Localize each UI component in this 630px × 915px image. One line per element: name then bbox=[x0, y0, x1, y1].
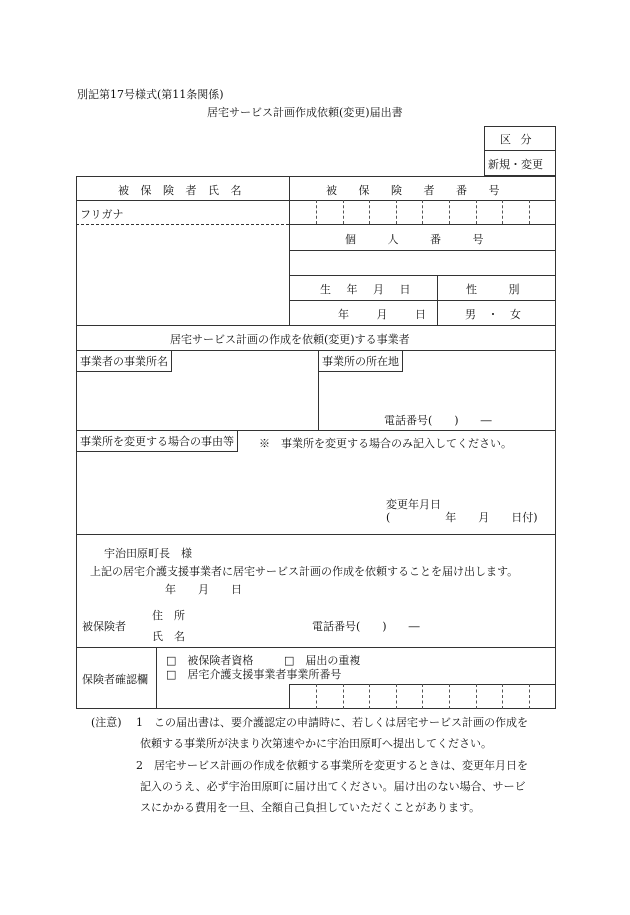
note-1-line-2: 依頼する事業所が決まり次第速やかに宇治田原町へ提出してください。 bbox=[140, 737, 492, 750]
classification-value[interactable]: 新規・変更 bbox=[488, 158, 543, 171]
form-number: 別記第17号様式(第11条関係) bbox=[77, 88, 224, 101]
check-duplicate[interactable]: □ 届出の重複 bbox=[284, 654, 361, 667]
insured-number-header: 被 保 険 者 番 号 bbox=[326, 184, 509, 197]
note-1-line-1: この届出書は、要介護認定の申請時に、若しくは居宅サービス計画の作成を bbox=[154, 716, 528, 729]
declaration-date[interactable]: 年 月 日 bbox=[165, 583, 242, 596]
form-title: 居宅サービス計画作成依頼(変更)届出書 bbox=[207, 106, 403, 119]
applicant-name-label: 氏 名 bbox=[152, 630, 185, 643]
change-date-value[interactable]: ( 年 月 日付) bbox=[386, 511, 538, 524]
insured-name-header: 被 保 険 者 氏 名 bbox=[118, 184, 246, 197]
notes-prefix: (注意) bbox=[91, 716, 122, 729]
applicant-address-label: 住 所 bbox=[152, 609, 185, 622]
furigana-label: フリガナ bbox=[80, 208, 124, 221]
note-1-number: 1 bbox=[136, 716, 143, 729]
office-name-label: 事業者の事業所名 bbox=[76, 350, 172, 372]
office-address-label: 事業所の所在地 bbox=[318, 350, 403, 372]
note-2-line-3: スにかかる費用を一旦、全額自己負担していただくことがあります。 bbox=[140, 801, 481, 814]
check-qualification[interactable]: □ 被保険者資格 bbox=[166, 654, 254, 667]
addressee: 宇治田原町長 様 bbox=[104, 547, 192, 560]
check-office-number[interactable]: □ 居宅介護支援事業者事業所番号 bbox=[166, 668, 342, 681]
note-2-line-1: 居宅サービス計画の作成を依頼する事業所を変更するときは、変更年月日を bbox=[154, 759, 528, 772]
change-reason-label: 事業所を変更する場合の事由等 bbox=[76, 430, 238, 452]
gender-value[interactable]: 男 ・ 女 bbox=[465, 308, 525, 321]
applicant-label: 被保険者 bbox=[82, 620, 126, 633]
personal-number-header: 個 人 番 号 bbox=[345, 233, 498, 246]
note-2-line-2: 記入のうえ、必ず宇治田原町に届け出てください。届け出のない場合、サービ bbox=[140, 780, 526, 793]
note-2-number: 2 bbox=[136, 759, 143, 772]
change-note: ※ 事業所を変更する場合のみ記入してください。 bbox=[259, 437, 512, 450]
birthdate-header: 生 年 月 日 bbox=[320, 283, 417, 296]
birthdate-value[interactable]: 年 月 日 bbox=[338, 308, 438, 321]
classification-label: 区 分 bbox=[500, 133, 535, 146]
applicant-phone[interactable]: 電話番号( ) ― bbox=[312, 620, 420, 633]
office-phone[interactable]: 電話番号( ) ― bbox=[384, 414, 492, 427]
gender-header: 性 別 bbox=[466, 283, 534, 296]
declaration-statement: 上記の居宅介護支援事業者に居宅サービス計画の作成を依頼することを届け出します。 bbox=[90, 565, 519, 578]
insurer-check-label: 保険者確認欄 bbox=[82, 673, 148, 686]
change-date-label: 変更年月日 bbox=[386, 498, 441, 511]
provider-section-header: 居宅サービス計画の作成を依頼(変更)する事業者 bbox=[170, 333, 410, 346]
